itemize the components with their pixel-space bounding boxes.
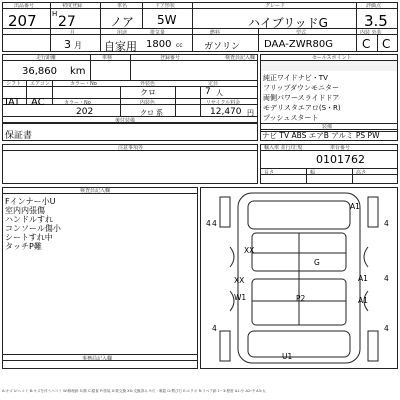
color-no-header: カラー・No <box>64 100 91 106</box>
origin-header: 輸入車 並行/正規 <box>264 145 303 151</box>
inspector-note: Fインナー小U <box>5 197 56 206</box>
tyre-label-rear-left: 4 <box>212 324 217 333</box>
inspector-notes <box>5 197 61 251</box>
displacement: 1800 <box>146 39 172 50</box>
sales-point: 純正ワイドナビ・TV <box>263 74 328 82</box>
tyre-label-spare: 4 <box>384 274 389 283</box>
mileage: 36,860 <box>22 66 57 77</box>
fuel-header: 燃料 <box>210 30 221 36</box>
warranty-block <box>2 123 258 141</box>
year-header: 初度登録 <box>62 3 83 9</box>
interior-color-header: 内装色 <box>140 100 156 106</box>
doors-header: ドア形状 <box>155 3 175 9</box>
damage-mark: XX <box>234 276 245 285</box>
registration-header: 登録番号 <box>160 55 181 61</box>
color-no: 202 <box>76 107 94 117</box>
month: 3 <box>64 38 71 51</box>
capacity: 7 <box>205 87 211 97</box>
year: 27 <box>58 14 76 30</box>
sales-points-header: セールスポイント <box>312 55 352 61</box>
usage: 自家用 <box>104 40 137 53</box>
score: 3.5 <box>364 12 388 30</box>
damage-mark: A1 <box>350 202 360 211</box>
tyre-label: 4 <box>206 219 211 228</box>
usage-header: 用途 <box>117 30 128 36</box>
damage-mark: G <box>314 258 320 267</box>
sales-points-list <box>263 73 341 123</box>
aircon-header: エアコン <box>30 81 50 87</box>
office-header: 事務局記入欄 <box>82 356 113 362</box>
car-name-header: 車名 <box>117 3 128 9</box>
lot-header: 出品番号 <box>14 3 35 9</box>
length-header: 長さ <box>264 170 275 176</box>
mileage-header: 走行距離 <box>36 55 57 61</box>
inspection-sheet-header: 検査員記入欄 <box>225 55 256 61</box>
recycle-fee: 12,470 <box>210 107 242 117</box>
shift-header: シフト <box>6 81 22 87</box>
sales-point: プッシュスタート <box>263 114 319 122</box>
doors: 5W <box>157 13 177 27</box>
month-unit: 月 <box>74 41 82 50</box>
capacity-header: 定員 <box>208 81 219 87</box>
legend-footer: A:キズ U:ヘコミ B:キズを伴うヘコミ W:修理跡 S:錆 C:腐食 P:塗装 X:要交換 XX:交換済み Y:穴・亀裂 G:飛び石 E:エクボ R:リペア跡 1~3:程度 A1:小 A2:中 A3:大 <box>2 389 266 393</box>
tyre-label-rear-right: 4 <box>384 324 389 333</box>
car-diagram <box>200 187 398 369</box>
exterior-grade: C <box>382 37 391 51</box>
width-header: 幅 <box>310 170 316 176</box>
reporter-header: 検査員記入欄 <box>80 188 111 194</box>
displacement-header: 排気量 <box>150 30 166 36</box>
chassis-header: 車台番号 <box>330 145 351 151</box>
damage-mark: A1 <box>358 296 368 305</box>
interior-exterior-header: 内装 外装 <box>360 30 382 36</box>
tyre-label-front-right: 4 <box>384 219 389 228</box>
shift: IAT <box>5 97 21 108</box>
outfit-header: 後付装備 <box>115 118 136 124</box>
notes-header: 注意事項等 <box>118 145 144 151</box>
inspector-note: 室内内張傷 <box>5 206 45 215</box>
sales-point: モデリスタエアロ(S・R) <box>263 104 341 112</box>
interior-color-suffix: 系 <box>156 109 163 117</box>
mileage-unit: km <box>70 66 86 77</box>
sales-point: フリップダウンモニター <box>263 84 339 92</box>
chassis-number: 0101762 <box>316 153 365 166</box>
interior-grade: C <box>362 37 371 51</box>
recycle-unit: 円 <box>247 109 254 117</box>
equipment-header: 装備 <box>322 124 333 130</box>
damage-mark: A1 <box>358 274 368 283</box>
capacity-unit: 人 <box>216 89 223 97</box>
model-header: 型式 <box>296 30 307 36</box>
inspector-note: シートすれ中 <box>5 233 53 242</box>
sales-point: 両側パワースライドドア <box>263 94 340 102</box>
inspector-note: タッチP難 <box>5 242 42 251</box>
height-header: 高さ <box>356 170 367 176</box>
color-header: カラー・No <box>70 81 97 87</box>
lot-number: 207 <box>8 12 37 30</box>
damage-mark: W1 <box>234 293 247 302</box>
inspector-note: コンソール傷小 <box>5 224 61 233</box>
damage-mark: U1 <box>282 352 293 361</box>
era: H <box>52 10 58 18</box>
displacement-unit: cc <box>176 42 183 49</box>
grade: ハイブリッドG <box>248 16 328 30</box>
score-header: 評価点 <box>366 3 382 9</box>
tyre-label-front-left: 4 <box>212 219 217 228</box>
damage-mark: XX <box>244 246 255 255</box>
interior-color: クロ <box>140 109 154 117</box>
model: DAA-ZWR80G <box>264 39 334 50</box>
inspector-note: ハンドルすれ <box>5 215 53 224</box>
aircon: AC <box>31 97 45 108</box>
fuel: ガソリン <box>204 42 241 52</box>
inspection-header: 車検 <box>102 55 113 61</box>
warranty: 保証書 <box>5 131 33 141</box>
car-name: ノア <box>110 15 135 29</box>
recycle-header: リサイクル料金 <box>206 100 241 106</box>
damage-mark: P2 <box>296 294 306 303</box>
exterior-color: クロ <box>140 88 156 97</box>
exterior-color-header: 外装色 <box>140 81 156 87</box>
month-header: 月 <box>70 30 76 36</box>
equipment: ナビ TV ABS エアB アルミ PS PW <box>262 131 380 140</box>
grade-header: グレード <box>265 3 286 9</box>
